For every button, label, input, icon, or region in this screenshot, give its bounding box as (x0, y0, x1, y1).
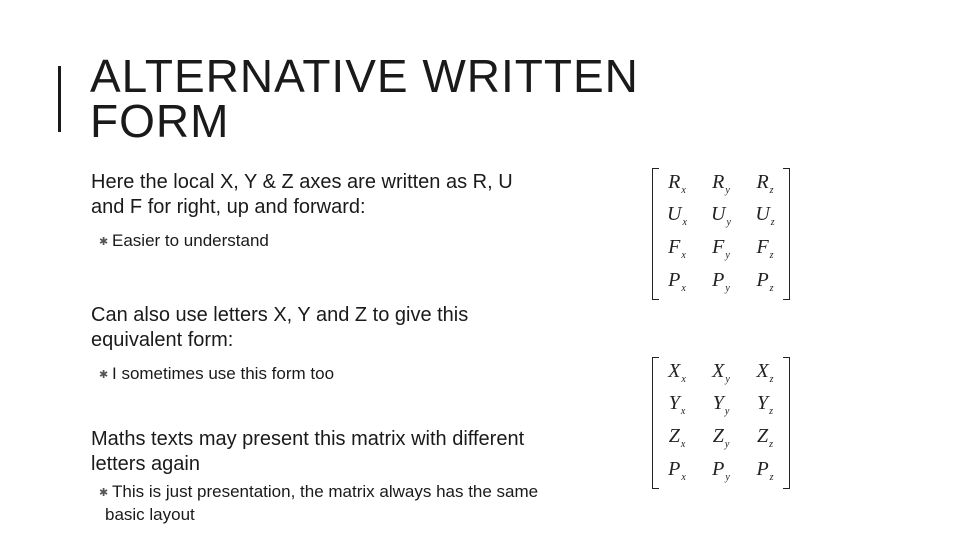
matrix-subscript: z (769, 439, 774, 450)
matrix-letter: P (756, 458, 769, 480)
matrix-letter: F (712, 236, 725, 258)
bullet-presentation (91, 481, 545, 526)
matrix-letter: R (712, 171, 725, 193)
matrix-letter: P (712, 458, 725, 480)
matrix-subscript: z (769, 472, 774, 483)
matrix-subscript: z (769, 185, 774, 196)
bullet-text: I sometimes use this form too (112, 364, 335, 383)
matrix-letter: R (668, 171, 681, 193)
matrix-subscript: z (769, 250, 774, 261)
matrix-cell (745, 170, 785, 203)
matrix-letter: P (756, 269, 769, 291)
slide-body (91, 170, 551, 526)
asterisk-bullet-icon: ✱ (99, 236, 109, 248)
matrix-subscript: x (682, 217, 687, 228)
matrix-cell (657, 391, 697, 424)
matrix-letter: U (711, 203, 726, 225)
matrix-subscript: z (769, 374, 774, 385)
matrix-rufp (652, 168, 790, 300)
matrix-letter: Y (668, 392, 680, 414)
matrix-cell (657, 424, 697, 457)
matrix-subscript: y (725, 283, 730, 294)
matrix-letter: P (668, 458, 681, 480)
bullet-text: This is just presentation, the matrix always has the same basic layout (105, 482, 539, 524)
matrix-cell (701, 170, 741, 203)
matrix-letter: U (667, 203, 682, 225)
matrix-letter: P (668, 269, 681, 291)
matrix-subscript: y (725, 185, 730, 196)
matrix-subscript: x (681, 185, 686, 196)
matrix-cell (745, 359, 785, 392)
matrix-subscript: y (724, 439, 730, 450)
matrix-subscript: x (681, 283, 686, 294)
asterisk-bullet-icon: ✱ (99, 487, 109, 499)
matrix-subscript: x (681, 374, 686, 385)
matrix-letter: R (756, 171, 769, 193)
matrix-subscript: y (725, 374, 730, 385)
matrix-cell (701, 424, 741, 457)
matrix-letter: X (756, 360, 769, 382)
bullet-text: Easier to understand (112, 231, 269, 250)
matrix-letter: F (756, 236, 769, 258)
matrix-subscript: z (769, 406, 774, 417)
matrix-cell (657, 202, 697, 235)
matrix-cell (657, 170, 697, 203)
slide-title: ALTERNATIVE WRITTEN FORM (90, 50, 639, 147)
matrix-subscript: x (681, 250, 686, 261)
paragraph-axes-rfu: Here the local X, Y & Z axes are written as R, U and F for right, up and forward: (91, 171, 513, 218)
matrix-subscript: x (681, 472, 686, 483)
matrix-subscript: y (724, 406, 730, 417)
matrix-cell (745, 391, 785, 424)
matrix-subscript: y (725, 472, 730, 483)
matrix-letter: Z (668, 425, 680, 447)
matrix-subscript: x (680, 406, 686, 417)
matrix-subscript: z (769, 283, 774, 294)
matrix-cell (657, 235, 697, 268)
matrix-letter: Z (712, 425, 724, 447)
matrix-cell (657, 457, 697, 490)
paragraph-xyz-form: Can also use letters X, Y and Z to give this equivalent form: (91, 304, 469, 351)
matrix-cell (701, 359, 741, 392)
matrix-subscript: x (680, 439, 686, 450)
matrix-cell (701, 202, 741, 235)
matrix-letter: U (755, 203, 770, 225)
matrix-cell (701, 457, 741, 490)
matrix-cell (701, 391, 741, 424)
matrix-xyzp (652, 357, 790, 489)
asterisk-bullet-icon: ✱ (99, 369, 109, 381)
matrix-letter: F (668, 236, 681, 258)
matrix-letter: X (712, 360, 725, 382)
bullet-easier (91, 230, 551, 253)
matrix-subscript: y (726, 217, 731, 228)
matrix-letter: Y (756, 392, 769, 414)
matrix-cell (701, 235, 741, 268)
bullet-sometimes (91, 363, 551, 386)
matrix-cell (745, 235, 785, 268)
matrix-cell (701, 268, 741, 301)
matrix-cell (745, 268, 785, 301)
matrix-cell (745, 202, 785, 235)
matrix-cell (745, 424, 785, 457)
matrix-cell (657, 359, 697, 392)
title-accent-bar (58, 66, 61, 132)
matrix-subscript: z (770, 217, 775, 228)
matrix-letter: X (668, 360, 681, 382)
matrix-cell (657, 268, 697, 301)
matrix-cell (745, 457, 785, 490)
matrix-letter: Z (756, 425, 769, 447)
matrix-letter: P (712, 269, 725, 291)
paragraph-maths-texts: Maths texts may present this matrix with different letters again (91, 428, 525, 475)
matrix-letter: Y (712, 392, 724, 414)
matrix-subscript: y (725, 250, 730, 261)
